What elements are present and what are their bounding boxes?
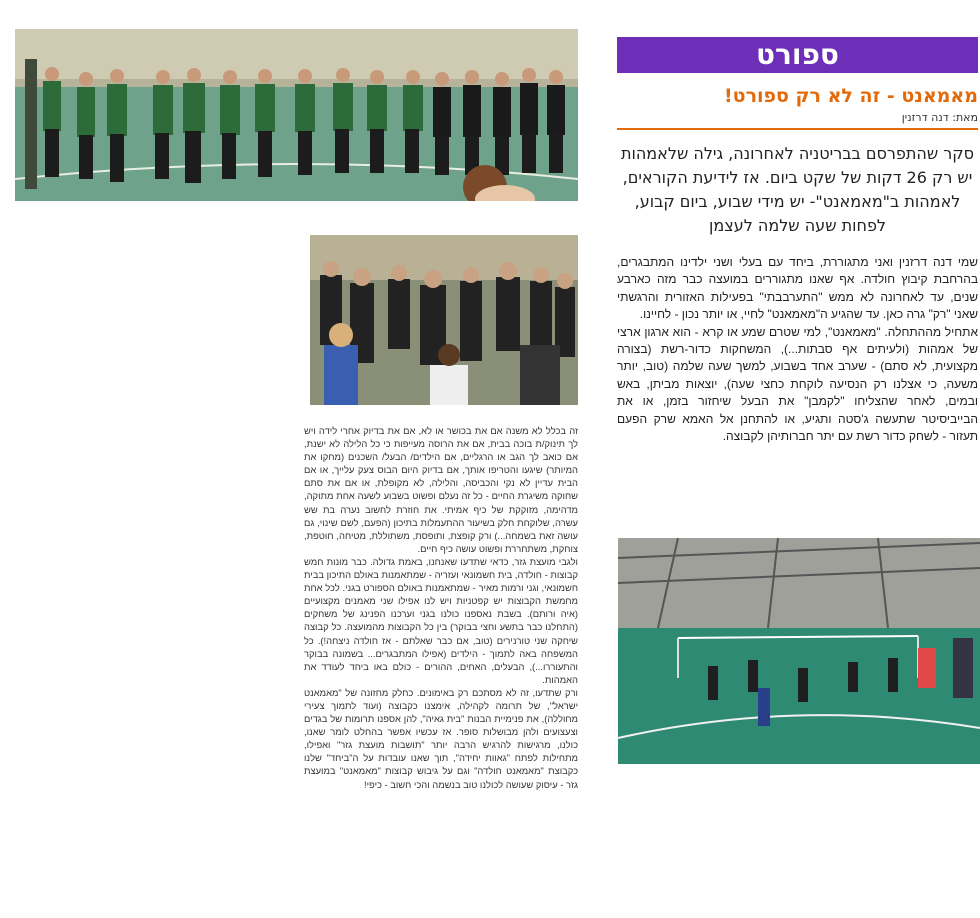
paragraph: זה בכלל לא משנה אם את בכושר או לא, אם את בדיוק אחרי לידה ויש לך תינוק/ת בוכה בבית, אם את הרוסה מעייפות כי כל הלילה לא ישנת, אם כואב לך הגב או הרגליים, אם הילדים/ הבעל/ השכנים (מחקו את המיותר) שיגעו והטריפו אותך, אם בדיוק היום הבוס צעק עלייך, או אם הבית עדיין לא נקי והכביסה, והלילה, לא מקופלת, או אם את סתם שחוקה משיגרת החיים - כל זה נעלם ופשוט בשבוע לשעה אחת מתוקה, מדהימה, מזוקקת של כיף אמיתי. את חוזרת לחשוב נערה בת שש עשרה, שלוקחת חלק בשיעור ההתעמלות בתיכון (הפעם, לשם שינוי, גם עושה זאת בשמחה...) ורק קופצת, ותופסת, משתוללת, מטיחה, חוטפת, צוחקת, משתחררת ופשוט עושה כיף חיים.: [304, 425, 578, 554]
volleyball-game-photo: [618, 538, 980, 764]
article-lead: סקר שהתפרסם בבריטניה לאחרונה, גילה שלאמהות יש רק 26 דקות של שקט ביום. אז לידיעת הקוראים, לאמהות ב"מאמאנט"- יש מידי שבוע, ביום קבוע, לפחות שעה שלמה לעצמן: [620, 144, 975, 235]
article-byline: מאת: דנה דרזנין: [617, 111, 978, 130]
paragraph: ולגבי מועצת גזר, כדאי שתדעו שאנחנו, באמת גדולה. כבר מונות חמש קבוצות - חולדה, בית חשמונאי ועזריה - שמתאמנות באולם התיכון בבית חשמונאי, וגני ורמות מאיר - שמתאמנות באולם הספורט בגני. לכל אחת מחמשת הקבוצות יש קפטניות ויש לנו אפילו שני מאמנים מקצועיים (איה ורותם). בשבת נאספנו כולנו בגני וערכנו הפנינג של משחקים (התחלנו כבר בתשע וחצי בבוקר) בין כל הקבוצות מהמועצה. כל קבוצה שיחקה שני טורנירים (טוב, אם כבר שאלתם - אז חולדה ניצחה!). כל המשפחה באה לתמוך - הילדים (אפילו המתבגרים... בשמונה בבוקר והתעוררו...), הבעלים, האחים, ההורים - כולם באו ביחד לעודד את האמהות.: [304, 555, 578, 685]
paragraph: אתחיל מההתחלה. "מאמאנט", למי שטרם שמע או קרא - הוא ארגון ארצי של אמהות (ולעיתים אף סבתות...), המשחקות כדור-רשת (בצורה מקצועית, לא סתם) - שערב אחד בשבוע, למשך שעה שלמה (טוב, יותר משעה, כי אצלנו רק הנסיעה לוקחת כחצי שעה), יוצאות מביתן, באש ובמים, לאחר שהצליחו "לקמבן" את הבעל שיחזור בזמן, או את הבייביסיטר שתעשה ג'סטה ותגיע, או להתחנן אל האמא שרק הפעם תעזור - לשחק כדור רשת עם יתר חברותיהן לקבוצה.: [617, 324, 978, 444]
paragraph: ורק שתדעו, זה לא מסתכם רק באימונים. כחלק מחזונה של "מאמאנט ישראל", של תרומה לקהילה, אימצנו כקבוצה (ועוד לתמוך צעירי מחוללה), את פנימיית הבנות "בית גאיה", להן אספנו תרומות של בגדים וצעצועים ולהן מבושלות סופר. אז עכשיו אפשר בהחלט לומר שאנו, כולנו, מרגישות להרגיש הרבה יותר "תושבות מועצת גזר" ואפילו, מתחילות לפתח "גאוות יחידה", תוך שאנו עובדות על ה"ביחד" שלנו כקבוצת "מאמאנט חולדה" וגם על גיבוש קבוצות "מאמאנט" במועצת גזר - עיסוק שעושה לכולנו טוב בנשמה והכי חשוב - כיפי!: [304, 686, 578, 790]
paragraph: שמי דנה דרזנין ואני מתגוררת, ביחד עם בעלי ושני ילדינו המתבגרים, בהרחבת קיבוץ חולדה. אף שאנו מתגוררים במועצה כבר מזה כארבע שנים, עד לאחרונה לא ממש "התערבבתי" בפעילות האזורית והרגשתי שאני "רק" גרה כאן. עד שהגיע ה"מאמאנט" לחיי, או יותר נכון - לחיינו.: [617, 255, 978, 322]
team-lineup-photo: [15, 29, 578, 201]
article-body-right-column: [617, 254, 978, 445]
article-headline: מאמאנט - זה לא רק ספורט!: [724, 85, 978, 107]
article-body-middle-column: [304, 424, 578, 791]
section-banner: [617, 37, 978, 73]
team-huddle-photo: [310, 235, 578, 405]
section-title: ספורט: [756, 38, 839, 71]
